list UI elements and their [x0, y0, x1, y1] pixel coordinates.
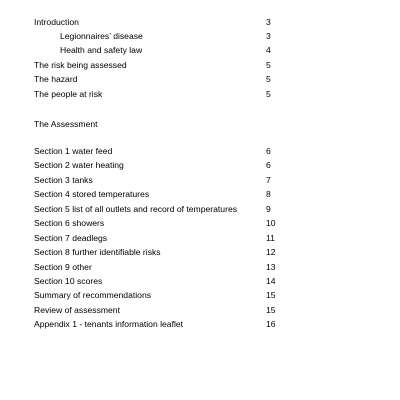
toc-entry-page: 5 [266, 74, 271, 84]
toc-entry-title: Section 8 further identifiable risks [34, 247, 161, 257]
toc-entry-page: 8 [266, 189, 271, 199]
toc-entry-section-4 [34, 188, 284, 200]
assessment-heading: The Assessment [34, 119, 98, 129]
toc-entry-page: 5 [266, 89, 271, 99]
toc-entry-page: 3 [266, 31, 271, 41]
toc-entry-title: Section 4 stored temperatures [34, 189, 150, 199]
toc-entry-section-8 [34, 246, 284, 258]
toc-entry-section-9 [34, 261, 284, 273]
toc-entry-title: Introduction [34, 17, 79, 27]
toc-entry-section-3 [34, 174, 284, 186]
toc-entry-appendix-1 [34, 318, 284, 330]
toc-entry-introduction [34, 16, 284, 28]
toc-entry-the-hazard [34, 73, 284, 85]
toc-entry-section-7 [34, 232, 284, 244]
toc-entry-page: 13 [266, 262, 276, 272]
toc-entry-section-5 [34, 203, 284, 215]
toc-entry-title: Appendix 1 - tenants information leaflet [34, 319, 184, 329]
toc-entry-risk-being-assessed [34, 59, 284, 71]
toc-entry-title: Summary of recommendations [34, 290, 152, 300]
toc-entry-page: 10 [266, 218, 276, 228]
toc-entry-title: Health and safety law [60, 45, 143, 55]
toc-entry-page: 15 [266, 305, 276, 315]
toc-entry-title: Section 9 other [34, 262, 92, 272]
toc-entry-page: 9 [266, 204, 271, 214]
toc-entry-section-1 [34, 145, 284, 157]
toc-entry-page: 16 [266, 319, 276, 329]
toc-entry-section-2 [34, 159, 284, 171]
toc-entry-page: 12 [266, 247, 276, 257]
toc-entry-title: Section 1 water feed [34, 146, 113, 156]
toc-entry-health-and-safety-law [60, 44, 284, 56]
toc-entry-section-6 [34, 217, 284, 229]
toc-entry-page: 3 [266, 17, 271, 27]
toc-entry-title: The risk being assessed [34, 60, 127, 70]
toc-entry-title: Section 7 deadlegs [34, 233, 108, 243]
toc-entry-title: Section 3 tanks [34, 175, 93, 185]
toc-entry-title: Section 2 water heating [34, 160, 124, 170]
toc-entry-title: Review of assessment [34, 305, 120, 315]
toc-entry-page: 5 [266, 60, 271, 70]
toc-entry-title: Section 10 scores [34, 276, 103, 286]
toc-entry-section-10 [34, 275, 284, 287]
toc-entry-page: 6 [266, 146, 271, 156]
toc-entry-title: Section 5 list of all outlets and record of temperatures [34, 204, 238, 214]
toc-entry-page: 6 [266, 160, 271, 170]
toc-entry-title: The hazard [34, 74, 78, 84]
toc-entry-title: Legionnaires’ disease [60, 31, 143, 41]
toc-entry-page: 11 [266, 233, 275, 243]
toc-entry-summary-of-recommendations [34, 289, 284, 301]
toc-entry-page: 4 [266, 45, 271, 55]
toc-entry-page: 15 [266, 290, 276, 300]
toc-entry-people-at-risk [34, 88, 284, 100]
toc-entry-title: Section 6 showers [34, 218, 105, 228]
toc-entry-title: The people at risk [34, 89, 103, 99]
toc-entry-page: 14 [266, 276, 276, 286]
toc-entry-legionnaires-disease [60, 30, 284, 42]
toc-entry-page: 7 [266, 175, 271, 185]
toc-entry-review-of-assessment [34, 304, 284, 316]
